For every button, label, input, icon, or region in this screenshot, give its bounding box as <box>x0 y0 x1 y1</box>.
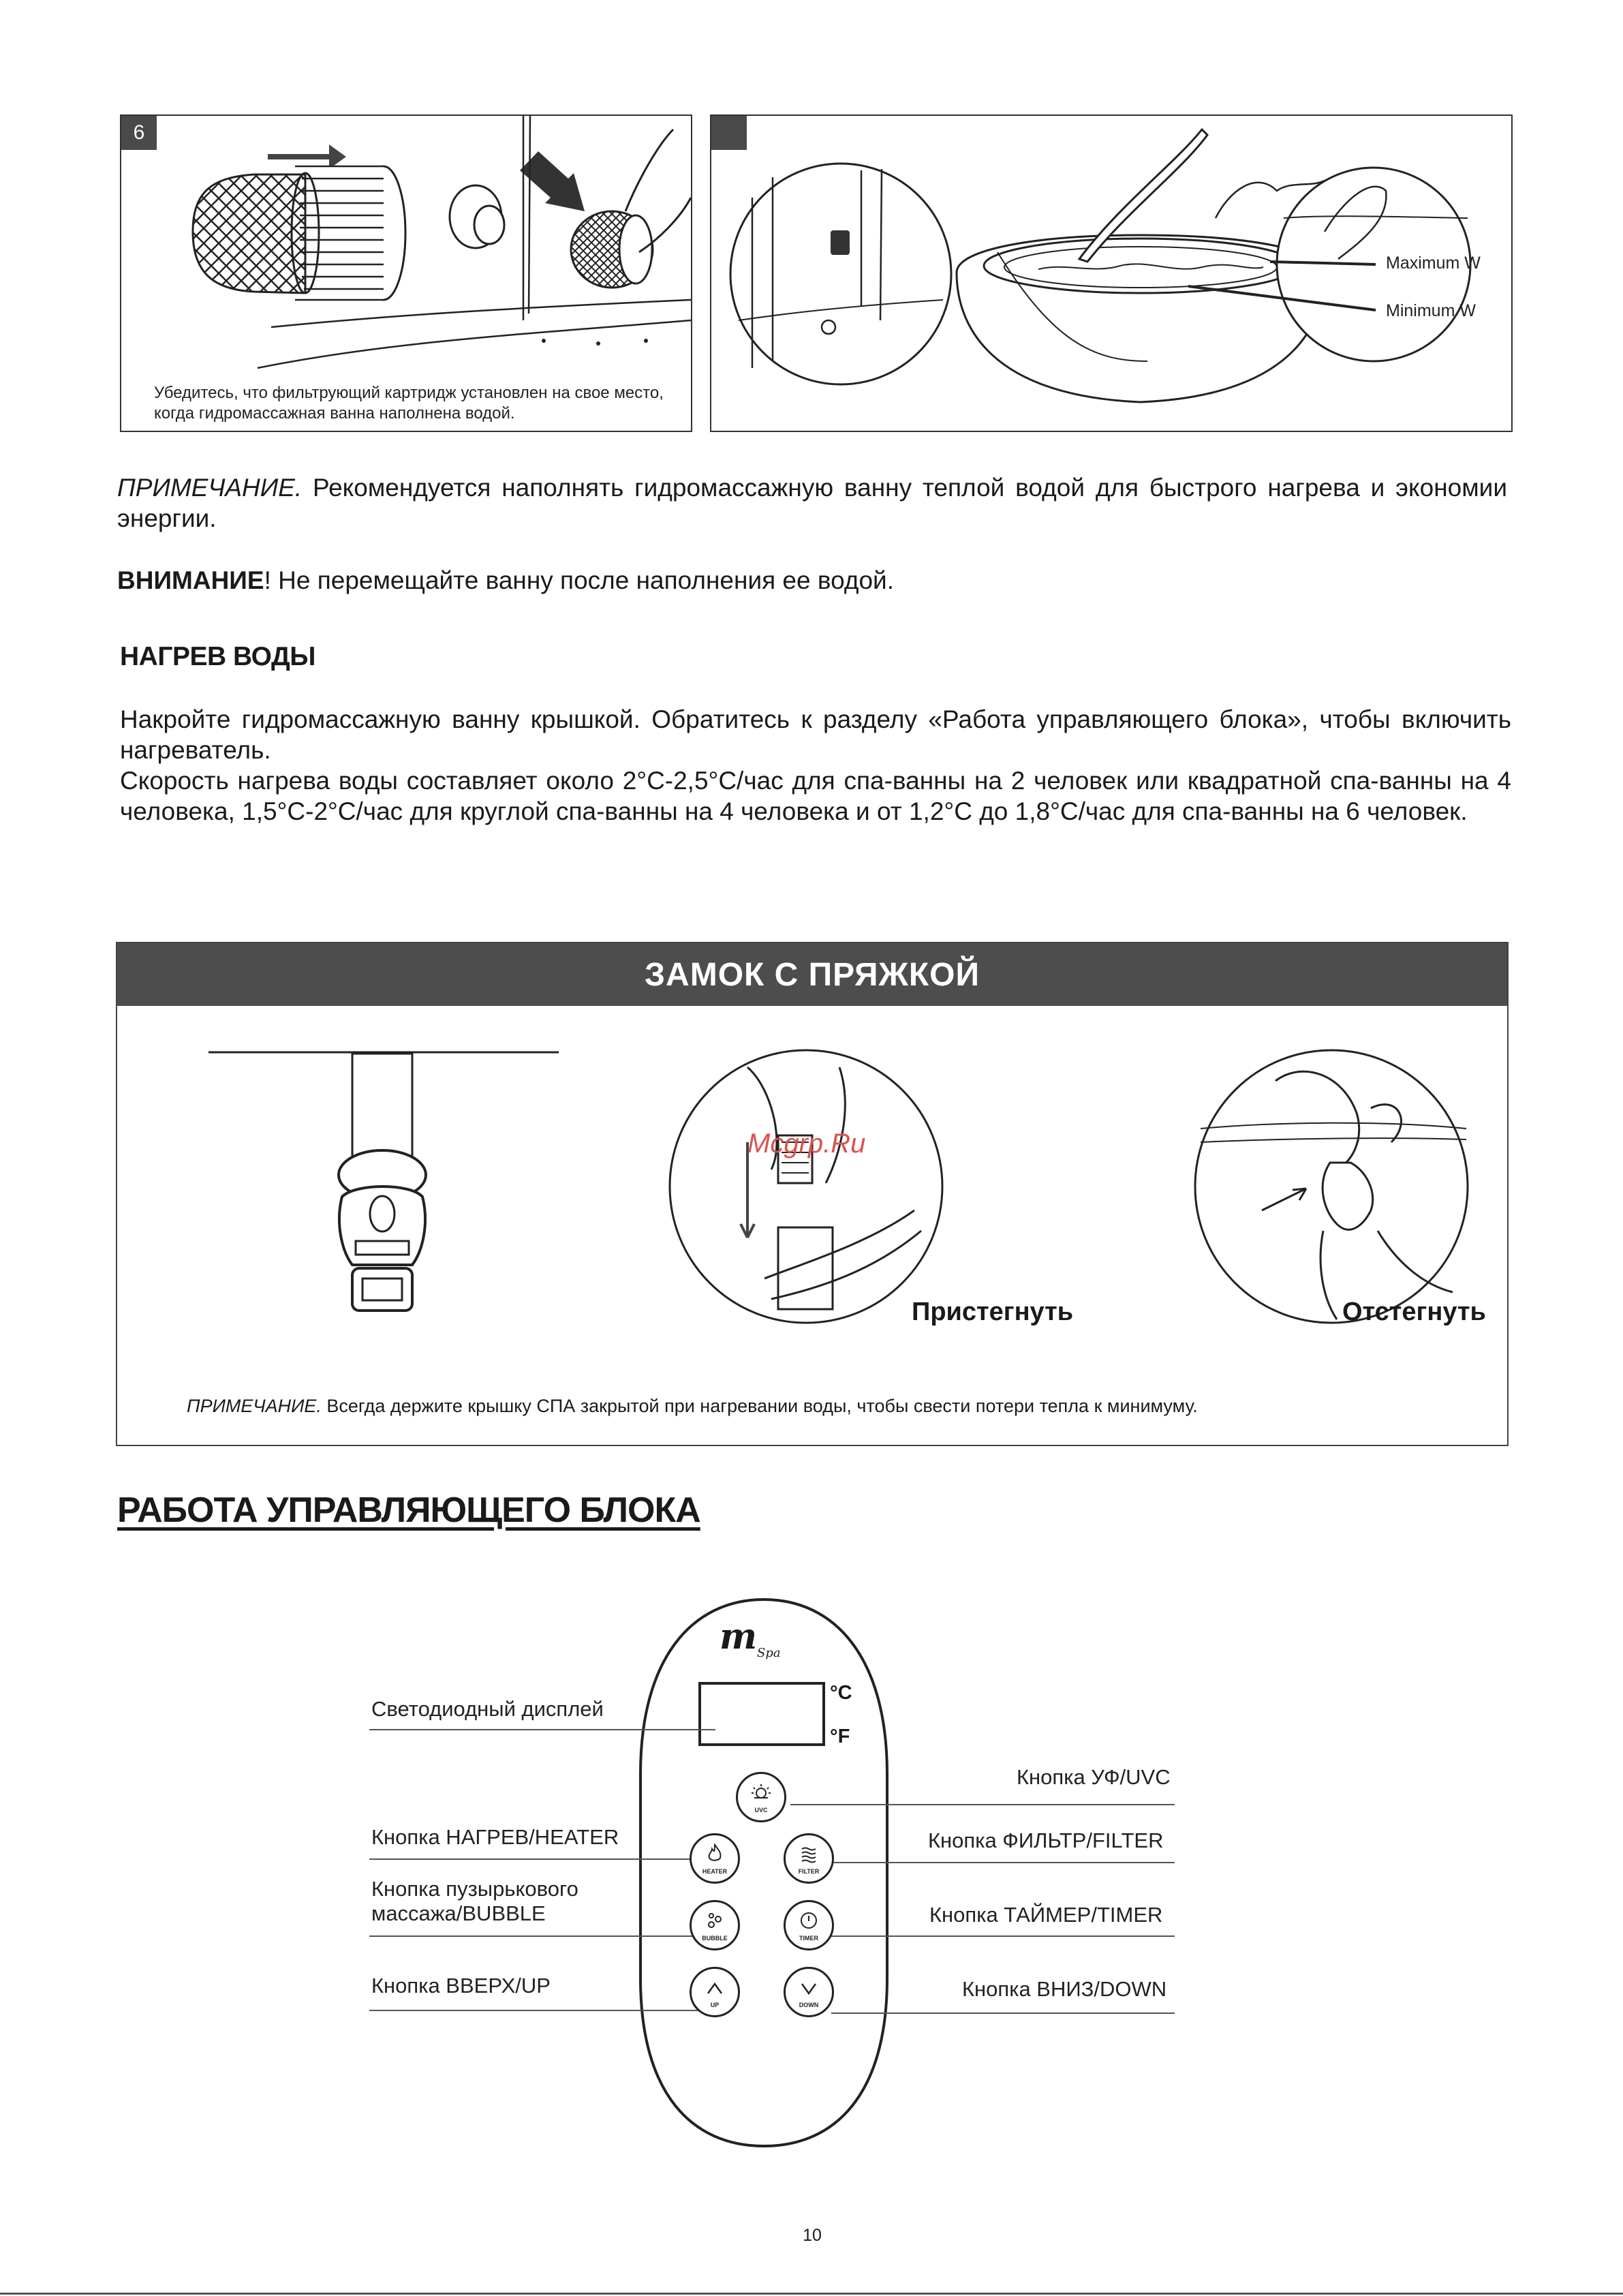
bubble-button-text: BUBBLE <box>702 1935 728 1942</box>
warning-label: ВНИМАНИЕ <box>117 566 264 594</box>
uvc-button[interactable] <box>736 1772 786 1822</box>
max-level-label: Maximum W <box>1386 254 1481 273</box>
filter-button-text: FILTER <box>798 1868 820 1875</box>
label-bubble-line-2: массажа/BUBBLE <box>371 1901 546 1925</box>
page-number: 10 <box>803 2226 822 2245</box>
heating-paragraph-1: Накройте гидромассажную ванну крышкой. Обратитесь к разделу «Работа управляющего блока», чтобы включить нагреватель. <box>120 705 1511 764</box>
unfasten-caption: Отстегнуть <box>1342 1298 1486 1326</box>
figure-filter-cartridge <box>120 114 692 432</box>
unit-celsius: °C <box>830 1682 852 1704</box>
figure-caption <box>154 383 685 424</box>
heater-button-text: HEATER <box>702 1868 728 1875</box>
buckle-section-title: ЗАМОК С ПРЯЖКОЙ <box>117 943 1507 1006</box>
control-section-heading: РАБОТА УПРАВЛЯЮЩЕГО БЛОКА <box>117 1490 700 1530</box>
label-bubble-line-1: Кнопка пузырькового <box>371 1877 578 1901</box>
caption-line-2: когда гидромассажная ванна наполнена водой. <box>154 404 515 423</box>
watermark: Mcgrp.Ru <box>747 1129 866 1159</box>
timer-button[interactable] <box>784 1900 834 1950</box>
up-button[interactable] <box>690 1967 740 2017</box>
uvc-button-text: UVC <box>754 1807 768 1813</box>
label-heater-button: Кнопка НАГРЕВ/HEATER <box>371 1825 619 1849</box>
heater-button[interactable] <box>690 1833 740 1884</box>
label-led-display: Светодиодный дисплей <box>371 1697 604 1721</box>
label-down-button: Кнопка ВНИЗ/DOWN <box>962 1977 1167 2001</box>
bottom-rule <box>0 2293 1623 2295</box>
label-up-button: Кнопка ВВЕРХ/UP <box>371 1974 551 1997</box>
brand-logo <box>720 1616 815 1662</box>
caption-line-1: Убедитесь, что фильтрующий картридж установлен на свое место, <box>154 384 664 402</box>
min-level-label: Minimum W <box>1386 301 1476 320</box>
heating-heading: НАГРЕВ ВОДЫ <box>120 642 315 671</box>
step-badge: 6 <box>121 116 157 150</box>
up-button-text: UP <box>710 2002 720 2008</box>
label-bubble-button <box>371 1877 578 1926</box>
fasten-caption: Пристегнуть <box>912 1298 1074 1326</box>
heating-paragraph-2: Скорость нагрева воды составляет около 2°C-2,5°C/час для спа-ванны на 2 человек или квадратной спа-ванны на 4 человека, 1,5°C-2°C/час для круглой спа-ванны на 4 человека и от 1,2°C до 1,8°C/час для спа-ванны на 6 человек. <box>120 767 1511 825</box>
buckle-illustrations <box>117 1006 1507 1374</box>
warning-paragraph <box>117 565 1507 596</box>
brand-logo-m: m <box>720 1616 758 1657</box>
buckle-note <box>187 1396 1198 1417</box>
brand-logo-sub: Spa <box>757 1646 781 1660</box>
note-label: ПРИМЕЧАНИЕ. <box>117 474 303 502</box>
warning-text: ! Не перемещайте ванну после наполнения ее водой. <box>264 566 894 594</box>
figure-water-level <box>710 114 1513 432</box>
down-button-text: DOWN <box>799 2002 819 2008</box>
buckle-note-text: Всегда держите крышку СПА закрытой при нагревании воды, чтобы свести потери тепла к минимуму. <box>321 1396 1198 1416</box>
buckle-note-label: ПРИМЕЧАНИЕ. <box>187 1396 322 1416</box>
unit-fahrenheit: °F <box>830 1726 850 1747</box>
note-paragraph <box>117 472 1507 534</box>
timer-button-text: TIMER <box>799 1935 818 1942</box>
bubble-button[interactable] <box>690 1900 740 1950</box>
label-uvc-button: Кнопка УФ/UVC <box>1017 1765 1171 1789</box>
label-filter-button: Кнопка ФИЛЬТР/FILTER <box>928 1828 1164 1852</box>
buckle-section <box>116 942 1509 1446</box>
label-timer-button: Кнопка ТАЙМЕР/TIMER <box>929 1903 1163 1927</box>
down-button[interactable] <box>784 1967 834 2017</box>
note-text: Рекомендуется наполнять гидромассажную ванну теплой водой для быстрого нагрева и экономии энергии. <box>117 474 1507 532</box>
filter-button[interactable] <box>784 1833 834 1884</box>
